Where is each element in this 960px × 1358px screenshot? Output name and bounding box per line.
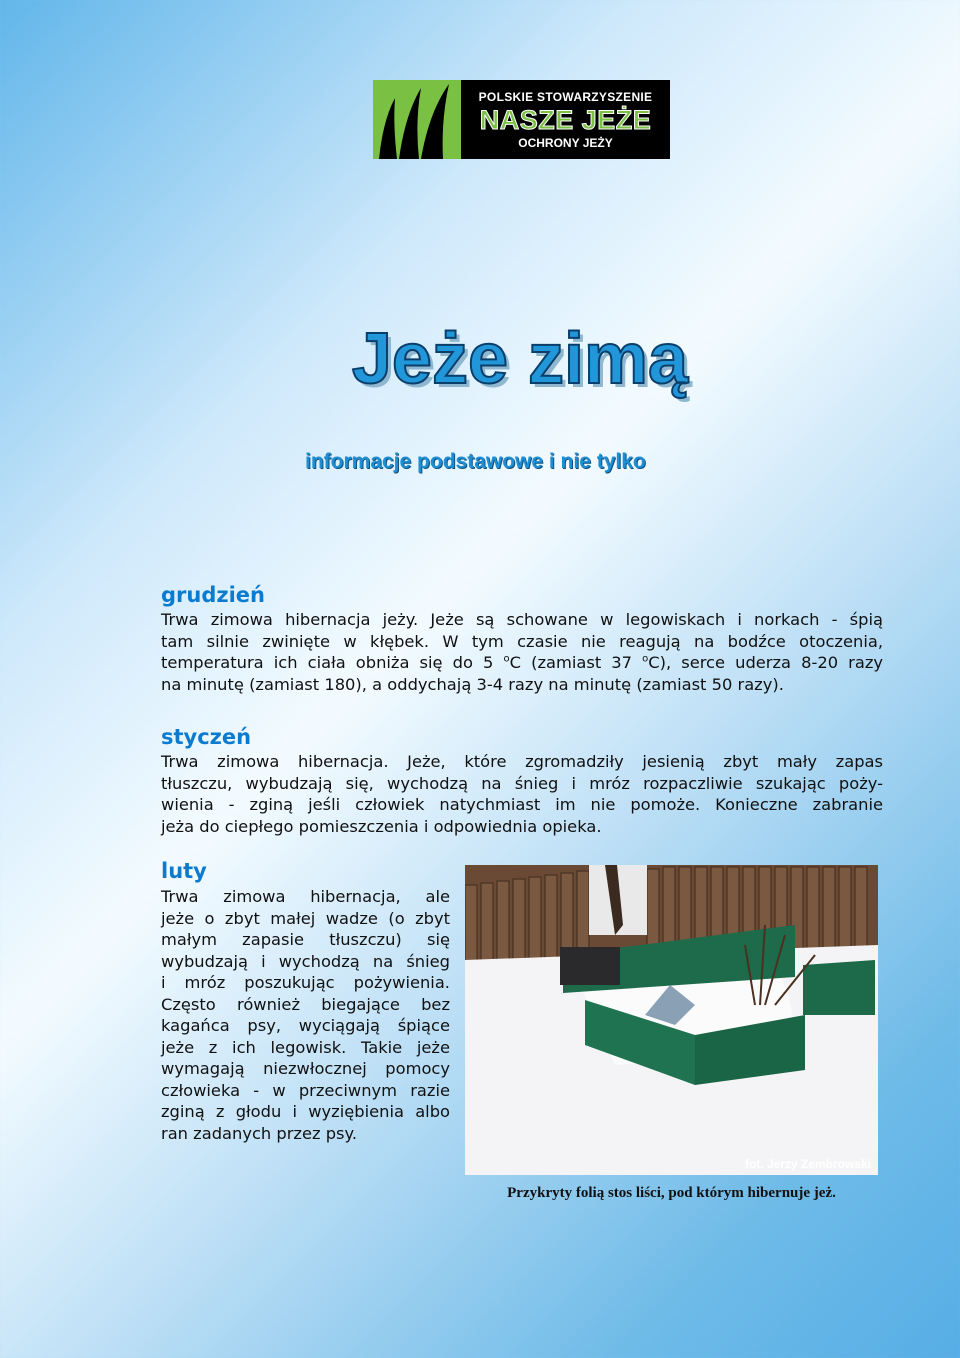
section-text-styczen xyxy=(161,751,883,837)
text-line: Trwa zimowa hibernacja, ale xyxy=(161,887,450,906)
text-line: tłuszczu, wybudzają się, wychodzą na śnieg i mróz rozpaczliwie szukając poży- xyxy=(161,773,883,793)
logo-line-2: NASZE JEŻE xyxy=(479,104,652,135)
photo-credit: fot. Jerzy Zembrowski xyxy=(744,1157,871,1171)
page-subtitle: informacje podstawowe i nie tylko xyxy=(305,450,646,473)
text-line: człowieka - w przeciwnym razie xyxy=(161,1080,450,1100)
text-line: Trwa zimowa hibernacja. Jeże, które zgromadziły jesienią zbyt mały zapas xyxy=(161,752,883,771)
text-line: na minutę (zamiast 180), a oddychają 3-4 razy na minutę (zamiast 50 razy). xyxy=(161,674,784,694)
text-line: temperatura ich ciała obniża się do 5 $^o$C (zamiast 37 $^o$C), serce uderza 8-20 razy xyxy=(161,653,883,672)
text-line: Często również biegające bez xyxy=(161,994,450,1014)
logo xyxy=(373,80,670,159)
text-line: jeże z ich legowisk. Takie jeże xyxy=(161,1037,450,1057)
text-line: zginą z głodu i wyziębienia albo xyxy=(161,1102,450,1121)
text-line: wienia - zginą jeśli człowiek natychmiast im nie pomoże. Konieczne zabranie xyxy=(161,795,883,814)
section-text-luty xyxy=(161,886,450,1144)
text-line: kagańca psy, wyciągają śpiące xyxy=(161,1016,450,1035)
photo-caption: Przykryty folią stos liści, pod którym hibernuje jeż. xyxy=(507,1185,836,1201)
text-line: małym zapasie tłuszczu) się xyxy=(161,930,450,949)
text-line: Trwa zimowa hibernacja jeży. Jeże są schowane w legowiskach i norkach - śpią xyxy=(161,610,883,629)
text-line: jeża do ciepłego pomieszczenia i odpowiednia opieka. xyxy=(161,816,602,836)
section-heading-grudzien: grudzień xyxy=(161,583,265,607)
logo-line-3: OCHRONY JEŻY xyxy=(518,135,613,150)
section-text-grudzien xyxy=(161,609,883,695)
text-line: tam silnie zwinięte w kłębek. W tym czasie nie reagują na bodźce otoczenia, xyxy=(161,631,883,651)
section-heading-styczen: styczeń xyxy=(161,725,252,749)
text-line: wybudzają i wychodzą na śnieg xyxy=(161,951,450,971)
text-line: ran zadanych przez psy. xyxy=(161,1123,358,1143)
section-heading-luty: luty xyxy=(161,859,207,883)
text-line: jeże o zbyt małej wadze (o zbyt xyxy=(161,908,450,928)
text-line: i mróz poszukując pożywienia. xyxy=(161,973,450,992)
page-title: Jeże zimą xyxy=(351,319,689,399)
logo-line-1: POLSKIE STOWARZYSZENIE xyxy=(478,89,653,104)
logo-spikes-icon xyxy=(373,80,461,159)
hedgehog-shelter-photo xyxy=(465,865,878,1175)
text-line: wymagają niezwłocznej pomocy xyxy=(161,1059,450,1078)
